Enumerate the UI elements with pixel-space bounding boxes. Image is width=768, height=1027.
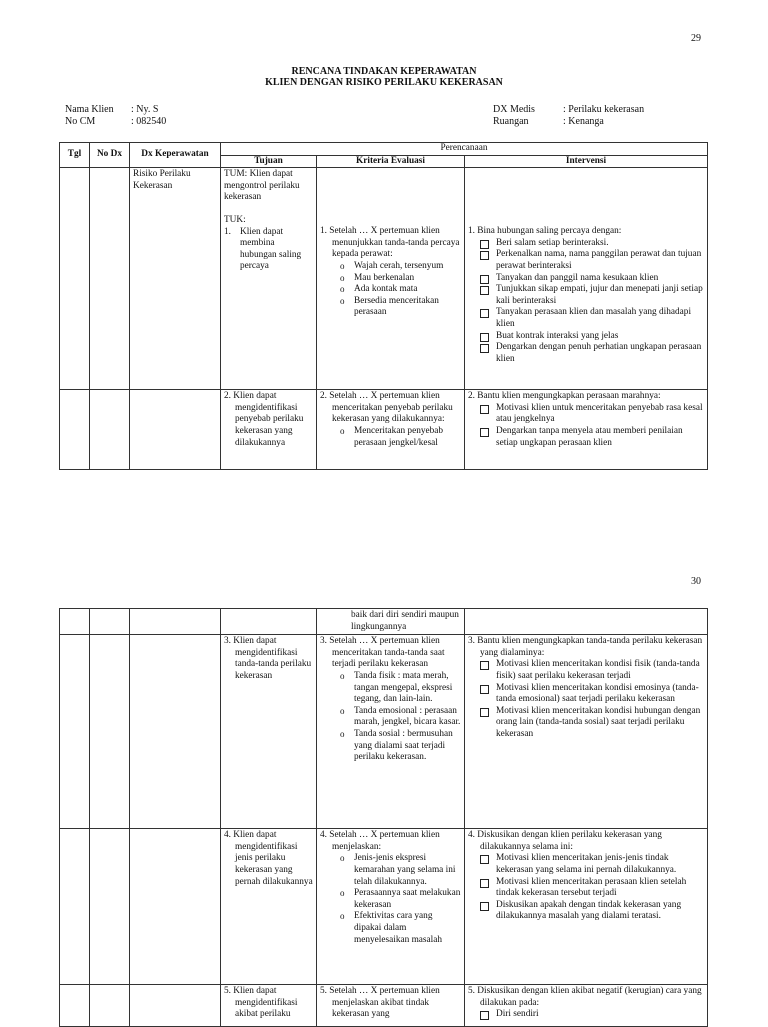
header-dx-keperawatan: Dx Keperawatan <box>130 143 221 168</box>
bullet-circle-icon: o <box>340 272 345 283</box>
kriteria-list <box>320 426 461 449</box>
cell-tgl <box>60 985 90 1027</box>
cell-dx <box>130 985 221 1027</box>
list-item: Motivasi klien untuk menceritakan penyebab rasa kesal atau jengkelnya <box>468 403 704 426</box>
cell-dx <box>130 829 221 985</box>
cell-tujuan <box>221 829 317 985</box>
intervensi-heading: 3. Bantu klien mengungkapkan tanda-tanda perilaku kekerasan yang dialaminya: <box>468 636 703 658</box>
table-row <box>60 635 708 829</box>
bullet-circle-icon: o <box>340 728 345 739</box>
list-item: o Mau berkenalan <box>340 272 415 283</box>
list-item: o Tanda sosial : bermusuhan yang dialami saat terjadi perilaku kekerasan. <box>340 728 453 763</box>
ruangan-label: Ruangan <box>493 116 529 127</box>
cell-no-dx <box>90 635 130 829</box>
kriteria-heading: 3. Setelah … X pertemuan klien menceritakan tanda-tanda saat terjadi perilaku kekerasan <box>320 636 445 670</box>
kriteria-heading: 1. Setelah … X pertemuan klien menunjukkan tanda-tanda percaya kepada perawat: <box>320 226 460 260</box>
cell-kriteria <box>317 168 465 390</box>
header-intervensi: Intervensi <box>465 155 708 168</box>
intervensi-list <box>468 238 704 366</box>
continued-text: baik dari diri sendiri maupun lingkungannya <box>351 610 459 632</box>
cell-intervensi <box>465 390 708 470</box>
checkbox-icon <box>480 344 489 353</box>
list-item: o Ada kontak mata <box>340 284 418 295</box>
list-item: Diskusikan apakah dengan tindak kekerasan yang dilakukannya masalah yang dialami teratasi. <box>468 900 704 923</box>
cell-tujuan <box>221 390 317 470</box>
list-item: o Tanda emosional : perasaan marah, jengkel, bicara kasar. <box>340 705 461 728</box>
cell-tgl <box>60 635 90 829</box>
checkbox-icon <box>480 428 489 437</box>
cell-tujuan <box>221 168 317 390</box>
page-number: 30 <box>691 576 701 587</box>
bullet-circle-icon: o <box>340 260 345 271</box>
cell-kriteria <box>317 985 465 1027</box>
nama-klien-label: Nama Klien <box>65 104 114 115</box>
bullet-circle-icon: o <box>340 911 345 922</box>
checkbox-icon <box>480 855 489 864</box>
tujuan-text: 5. Klien dapat mengidentifikasi akibat perilaku <box>224 986 298 1020</box>
kriteria-list <box>320 671 461 764</box>
cell-no-dx <box>90 609 130 635</box>
cell-dx <box>130 390 221 470</box>
cell-tgl <box>60 390 90 470</box>
list-item: Beri salam setiap berinteraksi. <box>468 238 704 250</box>
checkbox-icon <box>480 286 489 295</box>
intervensi-heading: 1. Bina hubungan saling percaya dengan: <box>468 226 622 237</box>
kriteria-list <box>320 261 461 319</box>
checkbox-icon <box>480 879 489 888</box>
bullet-circle-icon: o <box>340 705 345 716</box>
no-cm-value: : 082540 <box>131 116 167 127</box>
intervensi-list <box>468 853 704 923</box>
intervensi-heading: 4. Diskusikan dengan klien perilaku kekerasan yang dilakukannya selama ini: <box>468 830 662 852</box>
care-plan-table-page-30 <box>59 608 708 1027</box>
ruangan-value: : Kenanga <box>563 116 604 127</box>
cell-tgl <box>60 168 90 390</box>
cell-intervensi <box>465 635 708 829</box>
tuk-1-number: 1. <box>224 226 231 237</box>
cell-dx <box>130 609 221 635</box>
cell-intervensi <box>465 168 708 390</box>
header-tgl: Tgl <box>60 143 90 168</box>
list-item: Dengarkan tanpa menyela atau memberi penilaian setiap ungkapan perasaan klien <box>468 426 704 449</box>
dx-medis-label: DX Medis <box>493 104 535 115</box>
list-item: o Menceritakan penyebab perasaan jengkel/kesal <box>340 425 444 448</box>
list-item: Motivasi klien menceritakan kondisi fisik (tanda-tanda fisik) saat perilaku kekerasan terjadi <box>468 659 704 682</box>
kriteria-heading: 4. Setelah … X pertemuan klien menjelaskan: <box>320 830 440 852</box>
cell-tgl <box>60 609 90 635</box>
tuk-1-text: Klien dapat membina hubungan saling percaya <box>240 226 302 272</box>
checkbox-icon <box>480 275 489 284</box>
cell-dx <box>130 635 221 829</box>
list-item: o Perasaannya saat melakukan kekerasan <box>340 888 461 910</box>
patient-info-right <box>493 104 644 128</box>
list-item: Tanyakan dan panggil nama kesukaan klien <box>468 273 704 285</box>
intervensi-list <box>468 659 704 740</box>
list-item: Tunjukkan sikap empati, jujur dan menepati janji setiap kali berinteraksi <box>468 284 704 307</box>
intervensi-heading: 2. Bantu klien mengungkapkan perasaan marahnya: <box>468 391 661 402</box>
kriteria-heading: 5. Setelah … X pertemuan klien menjelaskan akibat tindak kekerasan yang <box>320 986 440 1020</box>
header-no-dx: No Dx <box>90 143 130 168</box>
list-item: Dengarkan dengan penuh perhatian ungkapan perasaan klien <box>468 342 704 365</box>
list-item: Buat kontrak interaksi yang jelas <box>468 331 704 343</box>
page-number: 29 <box>691 33 701 44</box>
cell-tgl <box>60 829 90 985</box>
checkbox-icon <box>480 333 489 342</box>
list-item: o Tanda fisik : mata merah, tangan mengepal, ekspresi tegang, dan lain-lain. <box>340 670 453 705</box>
bullet-circle-icon: o <box>340 425 345 436</box>
bullet-circle-icon: o <box>340 295 345 306</box>
cell-intervensi <box>465 609 708 635</box>
cell-no-dx <box>90 168 130 390</box>
list-item: Motivasi klien menceritakan jenis-jenis tindak kekerasan yang selama ini pernah dilakukannya. <box>468 853 704 876</box>
checkbox-icon <box>480 240 489 249</box>
tujuan-text: 3. Klien dapat mengidentifikasi tanda-tanda perilaku kekerasan <box>224 636 312 681</box>
cell-no-dx <box>90 829 130 985</box>
patient-info-left <box>65 104 166 128</box>
document-title: RENCANA TINDAKAN KEPERAWATAN <box>291 66 477 77</box>
document-subtitle: KLIEN DENGAN RISIKO PERILAKU KEKERASAN <box>265 77 503 88</box>
list-item: Motivasi klien menceritakan kondisi hubungan dengan orang lain (tanda-tanda sosial) saat terjadi perilaku kekerasan <box>468 706 704 741</box>
checkbox-icon <box>480 251 489 260</box>
cell-kriteria <box>317 390 465 470</box>
kriteria-heading: 2. Setelah … X pertemuan klien menceritakan penyebab perilaku kekerasan yang dilakukannya: <box>320 391 453 425</box>
kriteria-list <box>320 853 461 946</box>
table-row <box>60 829 708 985</box>
cell-tujuan <box>221 985 317 1027</box>
dx-medis-value: : Perilaku kekerasan <box>563 104 645 115</box>
dx-text: Risiko Perilaku Kekerasan <box>133 169 191 191</box>
bullet-circle-icon: o <box>340 284 345 295</box>
bullet-circle-icon: o <box>340 888 345 899</box>
bullet-circle-icon: o <box>340 670 345 681</box>
tujuan-text: 4. Klien dapat mengidentifikasi jenis perilaku kekerasan yang pernah dilakukannya <box>224 830 313 887</box>
care-plan-table-page-29 <box>59 142 708 470</box>
intervensi-list <box>468 1009 704 1021</box>
list-item: o Jenis-jenis ekspresi kemarahan yang selama ini telah dilakukannya. <box>340 853 456 887</box>
no-cm-label: No CM <box>65 116 96 127</box>
table-row <box>60 168 708 390</box>
checkbox-icon <box>480 405 489 414</box>
header-kriteria-evaluasi: Kriteria Evaluasi <box>317 155 465 168</box>
cell-tujuan <box>221 635 317 829</box>
table-row <box>60 390 708 470</box>
checkbox-icon <box>480 661 489 670</box>
list-item: Perkenalkan nama, nama panggilan perawat dan tujuan perawat berinteraksi <box>468 249 704 272</box>
bullet-circle-icon: o <box>340 853 345 864</box>
list-item: o Bersedia menceritakan perasaan <box>340 295 439 318</box>
list-item: Diri sendiri <box>468 1009 704 1021</box>
cell-kriteria <box>317 635 465 829</box>
tujuan-text: 2. Klien dapat mengidentifikasi penyebab perilaku kekerasan yang dilakukannya <box>224 391 304 448</box>
cell-kriteria <box>317 829 465 985</box>
nama-klien-value: : Ny. S <box>131 104 159 115</box>
list-item: Motivasi klien menceritakan perasaan klien setelah tindak kekerasan tersebut terjadi <box>468 877 704 900</box>
checkbox-icon <box>480 685 489 694</box>
header-tujuan: Tujuan <box>221 155 317 168</box>
tuk-1 <box>224 227 313 273</box>
checkbox-icon <box>480 902 489 911</box>
checkbox-icon <box>480 708 489 717</box>
list-item: o Wajah cerah, tersenyum <box>340 260 444 271</box>
list-item: o Efektivitas cara yang dipakai dalam menyelesaikan masalah <box>340 911 443 945</box>
cell-no-dx <box>90 985 130 1027</box>
cell-intervensi <box>465 829 708 985</box>
checkbox-icon <box>480 309 489 318</box>
cell-dx <box>130 168 221 390</box>
cell-kriteria <box>317 609 465 635</box>
intervensi-list <box>468 403 704 449</box>
header-perencanaan: Perencanaan <box>221 143 708 156</box>
table-row <box>60 609 708 635</box>
list-item: Tanyakan perasaan klien dan masalah yang dihadapi klien <box>468 307 704 330</box>
tum-text: TUM: Klien dapat mengontrol perilaku kekerasan <box>224 169 300 203</box>
checkbox-icon <box>480 1011 489 1020</box>
cell-no-dx <box>90 390 130 470</box>
cell-intervensi <box>465 985 708 1027</box>
intervensi-heading: 5. Diskusikan dengan klien akibat negatif (kerugian) cara yang dilakukan pada: <box>468 986 702 1008</box>
tuk-label: TUK: <box>224 214 246 225</box>
table-row <box>60 985 708 1027</box>
list-item: Motivasi klien menceritakan kondisi emosinya (tanda-tanda emosional) saat terjadi perilaku kekerasan <box>468 683 704 706</box>
cell-tujuan <box>221 609 317 635</box>
